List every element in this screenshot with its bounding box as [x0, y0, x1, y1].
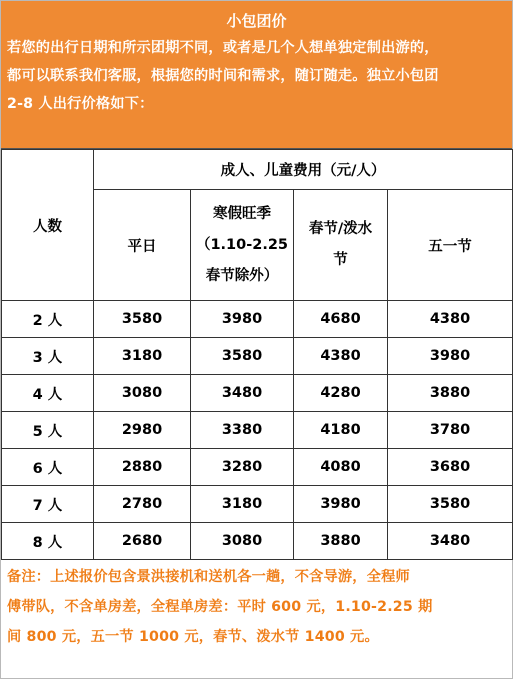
price-table: [1, 149, 513, 560]
price-cell: 4380: [388, 301, 513, 338]
note-section: [1, 560, 512, 652]
price-cell: 3080: [191, 523, 294, 560]
table-row: [2, 523, 513, 560]
table-row: [2, 412, 513, 449]
column-header-spring-festival: 春节/泼水 节: [294, 190, 388, 301]
price-cell: 3780: [388, 412, 513, 449]
price-cell: 3580: [94, 301, 191, 338]
table-row: [2, 486, 513, 523]
price-cell: 3980: [191, 301, 294, 338]
price-cell: 4680: [294, 301, 388, 338]
price-cell: 2980: [94, 412, 191, 449]
price-cell: 4180: [294, 412, 388, 449]
people-cell: 7 人: [2, 486, 94, 523]
people-cell: 2 人: [2, 301, 94, 338]
table-row: [2, 449, 513, 486]
column-header-may-day: 五一节: [388, 190, 513, 301]
price-group-header: 成人、儿童费用（元/人）: [94, 150, 513, 190]
price-cell: 3880: [388, 375, 513, 412]
price-cell: 3280: [191, 449, 294, 486]
price-cell: 3580: [191, 338, 294, 375]
price-cell: 4380: [294, 338, 388, 375]
price-cell: 3180: [191, 486, 294, 523]
price-cell: 3980: [294, 486, 388, 523]
note-line-1: 备注：上述报价包含景洪接机和送机各一趟，不含导游，全程师: [7, 569, 410, 585]
table-row: [2, 338, 513, 375]
price-cell: 3480: [191, 375, 294, 412]
table-row: [2, 301, 513, 338]
price-cell: 3680: [388, 449, 513, 486]
price-cell: 2780: [94, 486, 191, 523]
header-line-2: 都可以联系我们客服，根据您的时间和需求，随订随走。独立小包团: [7, 68, 439, 84]
price-cell: 4080: [294, 449, 388, 486]
price-cell: 2880: [94, 449, 191, 486]
header-line-1: 若您的出行日期和所示团期不同，或者是几个人想单独定制出游的，: [7, 40, 439, 56]
people-cell: 4 人: [2, 375, 94, 412]
people-cell: 8 人: [2, 523, 94, 560]
price-cell: 2680: [94, 523, 191, 560]
people-cell: 3 人: [2, 338, 94, 375]
price-cell: 3980: [388, 338, 513, 375]
table-row: [2, 375, 513, 412]
people-header: 人数: [2, 150, 94, 301]
price-cell: 3080: [94, 375, 191, 412]
price-cell: 3880: [294, 523, 388, 560]
column-header-winter-peak: 寒假旺季 （1.10-2.25 春节除外）: [191, 190, 294, 301]
people-cell: 6 人: [2, 449, 94, 486]
header-title: 小包团价: [226, 12, 287, 30]
price-cell: 3480: [388, 523, 513, 560]
header-description: [1, 34, 512, 118]
note-line-2: 傅带队，不含单房差，全程单房差：平时 600 元，1.10-2.25 期: [7, 599, 433, 615]
note-line-3: 间 800 元，五一节 1000 元，春节、泼水节 1400 元。: [7, 629, 379, 645]
header-line-3: 2-8 人出行价格如下：: [7, 96, 154, 112]
people-cell: 5 人: [2, 412, 94, 449]
price-cell: 3580: [388, 486, 513, 523]
price-cell: 4280: [294, 375, 388, 412]
price-cell: 3380: [191, 412, 294, 449]
header-section: [1, 1, 512, 149]
price-cell: 3180: [94, 338, 191, 375]
column-header-weekday: 平日: [94, 190, 191, 301]
